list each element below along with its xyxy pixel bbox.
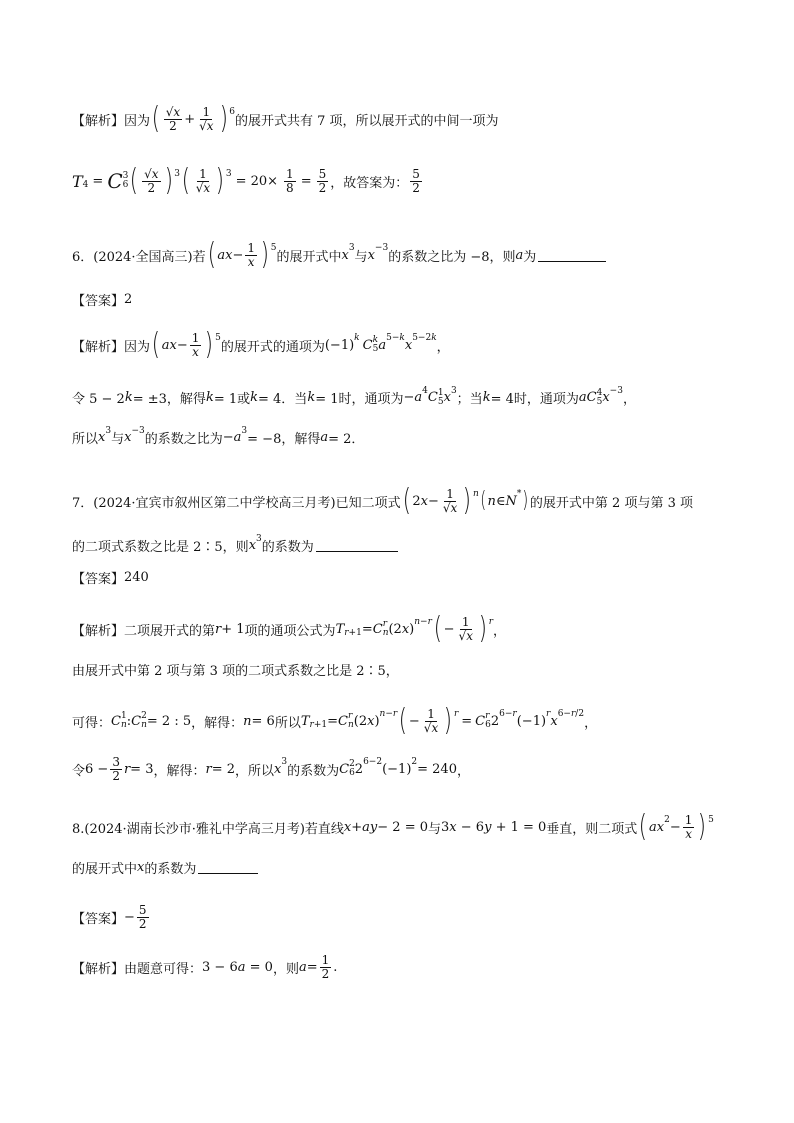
analysis-label: 【解析】: [72, 113, 125, 129]
q7-analysis-line4: 令 6 − $\frac{3}{2}$ r = 3 ，解得： r = 2 ，所以 x 3 的系数为 C 2 6 2 6−2 (−1) 2 = 240 ，: [72, 755, 470, 783]
q6-answer: 【答案】 2: [72, 292, 133, 309]
q7-answer-blank: [316, 539, 398, 552]
q6-analysis-line3: 所以 x 3 与 x −3 的系数之比为 − a 3 = −8，解得 a = 2．: [72, 425, 365, 447]
q7-stem-line2: 的二项式系数之比是 2∶5，则 x 3 的系数为: [72, 536, 732, 555]
q6-analysis-line1: 【解析】 因为 ( ax − $\frac{1}{x}$ ) 5 的展开式的通项为 (−1) k C k 5 a 5−k x 5−2k ，: [72, 327, 450, 362]
q8-answer-blank: [198, 861, 258, 874]
q5-answer-fraction: $\frac{5}{2}$: [412, 166, 420, 195]
q6-stem: 6．(2024·全国高三)若 ( ax − $\frac{1}{x}$ ) 5 的展开式中 x 3 与 x −3 的系数之比为 −8，则 a 为: [72, 240, 732, 270]
q7-analysis-line3: 可得： C 1 n : C 2 n = 2 : 5 ，解得： n = 6 所以 T r+1 = C r n (2x) n−r ( − $\frac{1}{√x}$ ) r = C r 6 2 6−r (−1) r x 6−r/2 ，: [72, 703, 598, 738]
q5-analysis-line2: T 4 = C 3 6 ( $\frac{√x}{2}$ ) 3 ( $\frac{1}{√x}$ ) 3 = 20× $\frac{1}{8}$ = $\frac{5}{2}$ ，故答案为： $\frac{5}{2}$: [72, 163, 420, 198]
q8-stem-line1: 8.(2024·湖南长沙市·雅礼中学高三月考)若直线 x + ay − 2 = 0 与 3x − 6y + 1 = 0 垂直，则二项式 ( ax 2 − $\frac{1}{x}$ ) 5: [72, 809, 714, 844]
q8-stem-line2: 的展开式中 x 的系数为: [72, 858, 732, 877]
q6-answer-blank: [538, 249, 606, 262]
q8-analysis: 【解析】 由题意可得： 3 − 6a = 0 ，则 a = $\frac{1}{2}$ .: [72, 953, 338, 981]
q7-answer: 【答案】 240: [72, 570, 149, 587]
q5-analysis-line1: 【解析】 因为 ( $\frac{√x}{2}$ + $\frac{1}{√x}$ ) 6 的展开式共有 7 项，所以展开式的中间一项为: [72, 101, 499, 136]
q8-answer: 【答案】 − $\frac{5}{2}$: [72, 903, 147, 931]
q7-analysis-line2: 由展开式中第 2 项与第 3 项的二项式系数之比是 2∶5，: [72, 664, 399, 679]
q7-analysis-line1: 【解析】 二项展开式的第 r + 1 项的通项公式为 T r+1 = C r n (2x) n−r ( − $\frac{1}{√x}$ ) r ，: [72, 611, 507, 646]
q6-analysis-line2: 令 5 − 2 k = ±3，解得 k = 1或 k = 4．当 k = 1时，通项为 − a 4 C 1 5 x 3 ；当 k = 4时，通项为 aC 4 5 x −3 ，: [72, 385, 636, 407]
q7-stem-line1: 7．(2024·宜宾市叙州区第二中学校高三月考)已知二项式 ( 2x− $\frac{1}{√x}$ ) n ( n ∈ N * ) 的展开式中第 2 项与第 3 项: [72, 483, 693, 518]
